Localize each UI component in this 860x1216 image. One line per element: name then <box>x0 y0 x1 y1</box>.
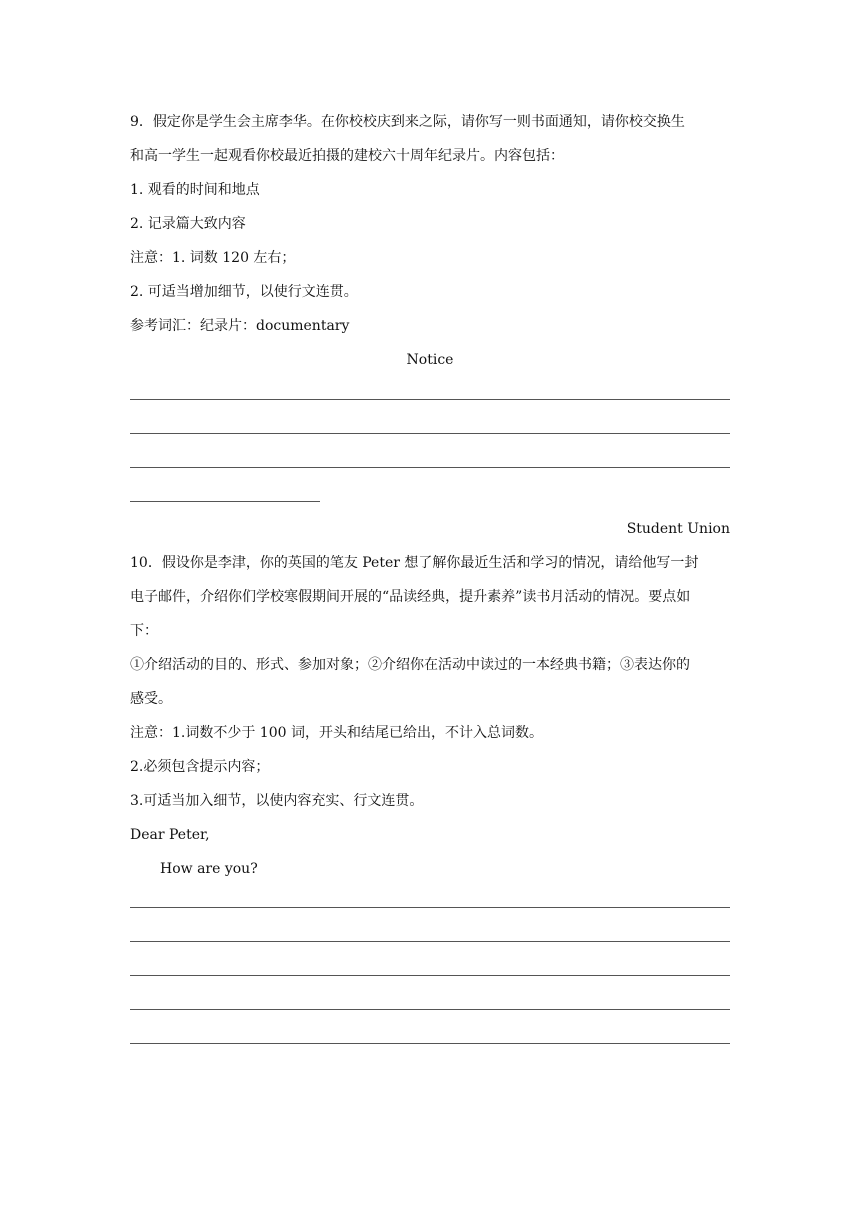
q10-stem-line-3: 下： <box>130 623 158 639</box>
q9-vocab: 参考词汇：纪录片：documentary <box>130 318 350 334</box>
q10-stem-line-2: 电子邮件，介绍你们学校寒假期间开展的“品读经典，提升素养”读书月活动的情况。要点如 <box>130 589 691 605</box>
q10-note-1: 注意：1.词数不少于 100 词，开头和结尾已给出，不计入总词数。 <box>130 725 543 741</box>
q9-point-2: 2. 记录篇大致内容 <box>130 216 246 232</box>
q10-stem-line-1: 10．假设你是李津，你的英国的笔友 Peter 想了解你最近生活和学习的情况，请给他写一封 <box>130 555 699 571</box>
q9-answer-line-1 <box>130 399 730 400</box>
q10-note-2: 2.必须包含提示内容； <box>130 759 270 775</box>
q10-answer-line-1 <box>130 907 730 908</box>
q10-opening: How are you? <box>160 861 258 877</box>
q10-answer-line-5 <box>130 1043 730 1044</box>
q9-answer-line-3 <box>130 467 730 468</box>
q9-notice-title: Notice <box>406 352 454 368</box>
q9-note-1: 注意：1. 词数 120 左右； <box>130 250 296 266</box>
q9-point-1: 1. 观看的时间和地点 <box>130 182 260 198</box>
q9-note-2: 2. 可适当增加细节，以使行文连贯。 <box>130 284 358 300</box>
q10-note-3: 3.可适当加入细节，以使内容充实、行文连贯。 <box>130 793 424 809</box>
q10-requirement-line-1: ①介绍活动的目的、形式、参加对象；②介绍你在活动中读过的一本经典书籍；③表达你的 <box>130 657 690 673</box>
q10-answer-line-3 <box>130 975 730 976</box>
q10-greeting: Dear Peter, <box>130 827 210 843</box>
q9-stem-line-2: 和高一学生一起观看你校最近拍摄的建校六十周年纪录片。内容包括： <box>130 148 564 164</box>
q10-requirement-line-2: 感受。 <box>130 691 172 707</box>
q10-answer-line-2 <box>130 941 730 942</box>
q10-answer-line-4 <box>130 1009 730 1010</box>
q9-signature: Student Union <box>626 521 730 537</box>
q9-answer-line-4 <box>130 501 320 502</box>
q9-answer-line-2 <box>130 433 730 434</box>
q9-stem-line-1: 9．假定你是学生会主席李华。在你校校庆到来之际，请你写一则书面通知，请你校交换生 <box>130 114 685 130</box>
